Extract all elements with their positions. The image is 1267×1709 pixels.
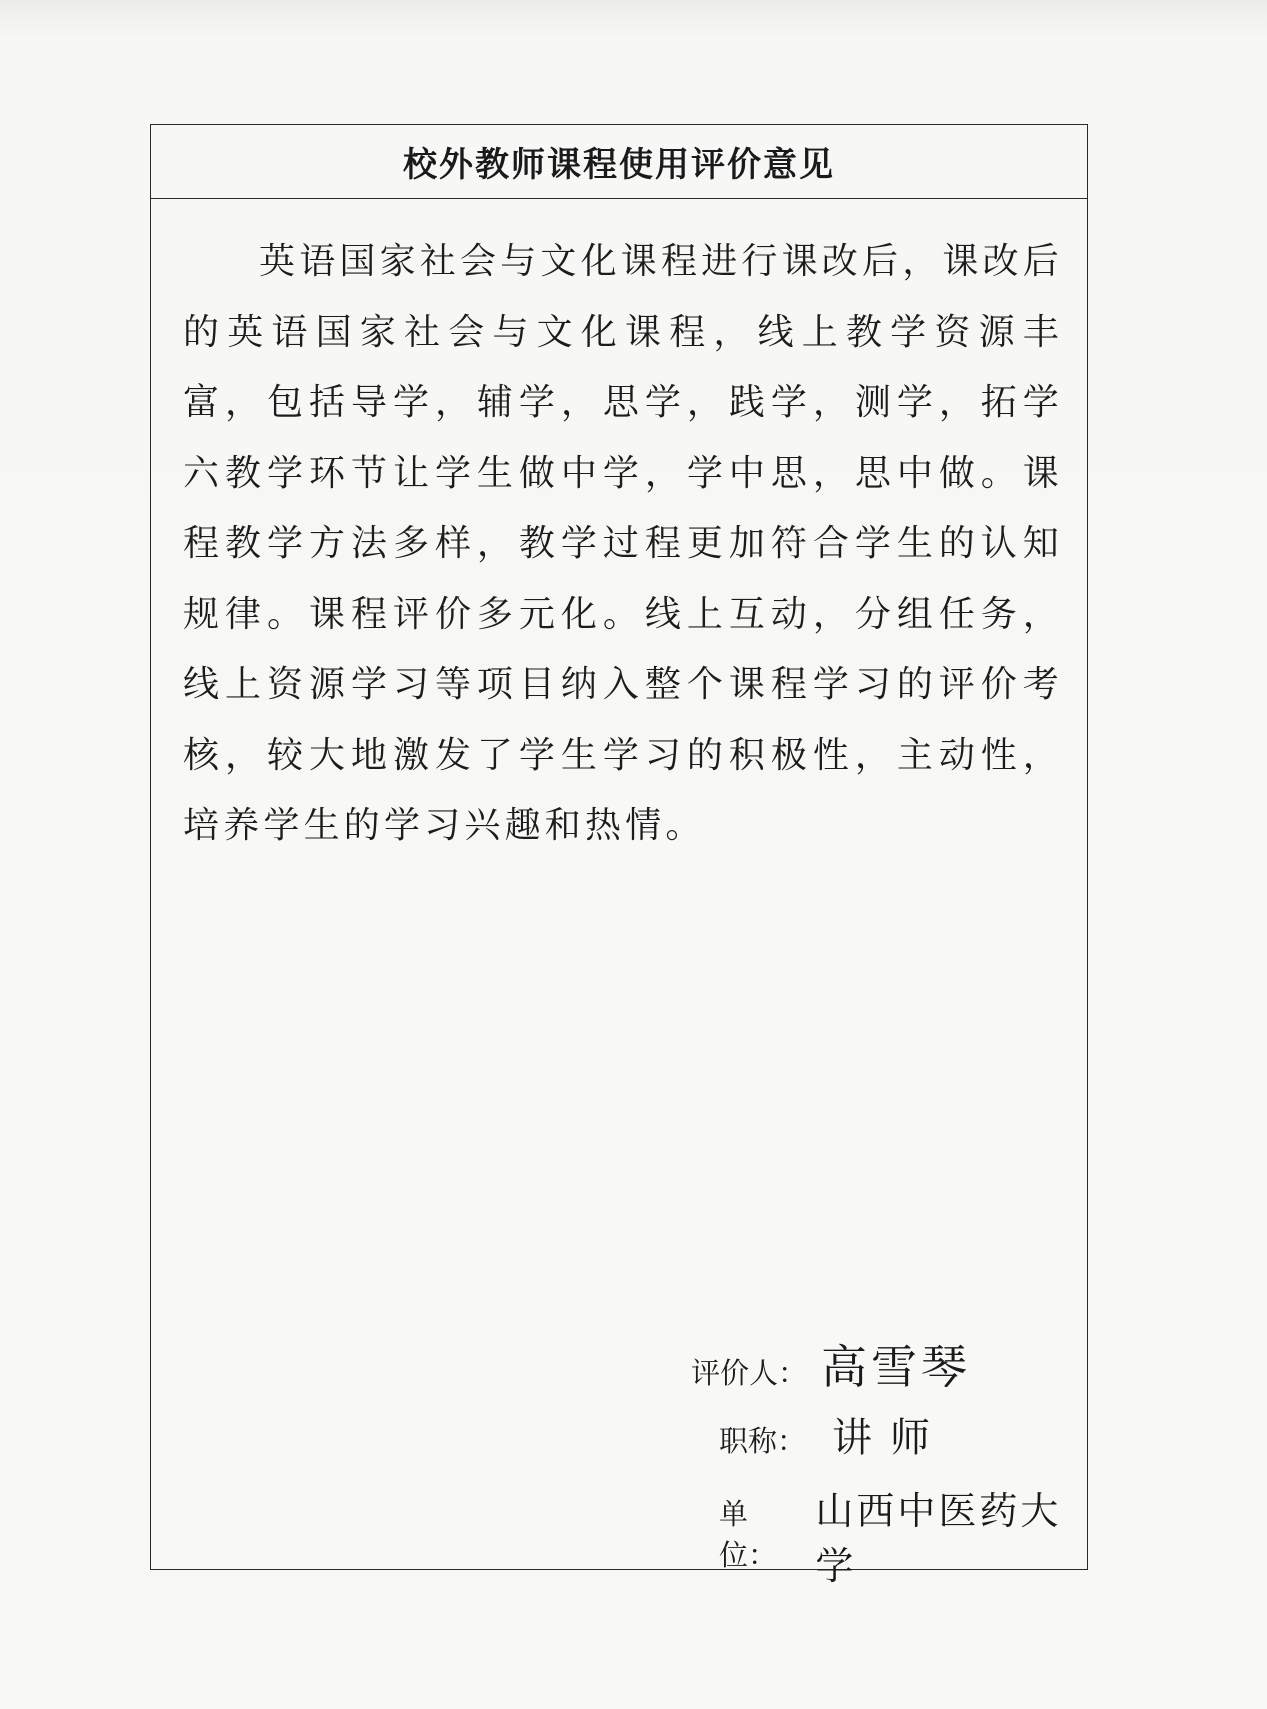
unit-label: 单位： [719,1497,778,1572]
form-header [151,125,1087,199]
job-title-value: 讲师 [832,1415,949,1461]
evaluator-name: 高雪琴 [821,1340,972,1394]
job-title-row [719,1406,948,1463]
unit-value: 山西中医药大学 [815,1489,1062,1588]
job-title-label: 职称： [719,1424,807,1458]
form-title: 校外教师课程使用评价意见 [403,145,835,185]
evaluator-row [691,1331,971,1397]
evaluation-form [150,124,1088,1588]
evaluation-text: 英语国家社会与文化课程进行课改后，课改后的英语国家社会与文化课程，线上教学资源丰富，包括导学，辅学，思学，践学，测学，拓学六教学环节让学生做中学，学中思，思中做。课程教学方法多样，教学过程更加符合学生的认知规律。课程评价多元化。线上互动，分组任务，线上资源学习等项目纳入整个课程学习的评价考核，较大地激发了学生学习的积极性，主动性，培养学生的学习兴趣和热情。 [183,241,1064,846]
evaluator-label: 评价人： [691,1356,808,1390]
unit-row [719,1480,1087,1590]
